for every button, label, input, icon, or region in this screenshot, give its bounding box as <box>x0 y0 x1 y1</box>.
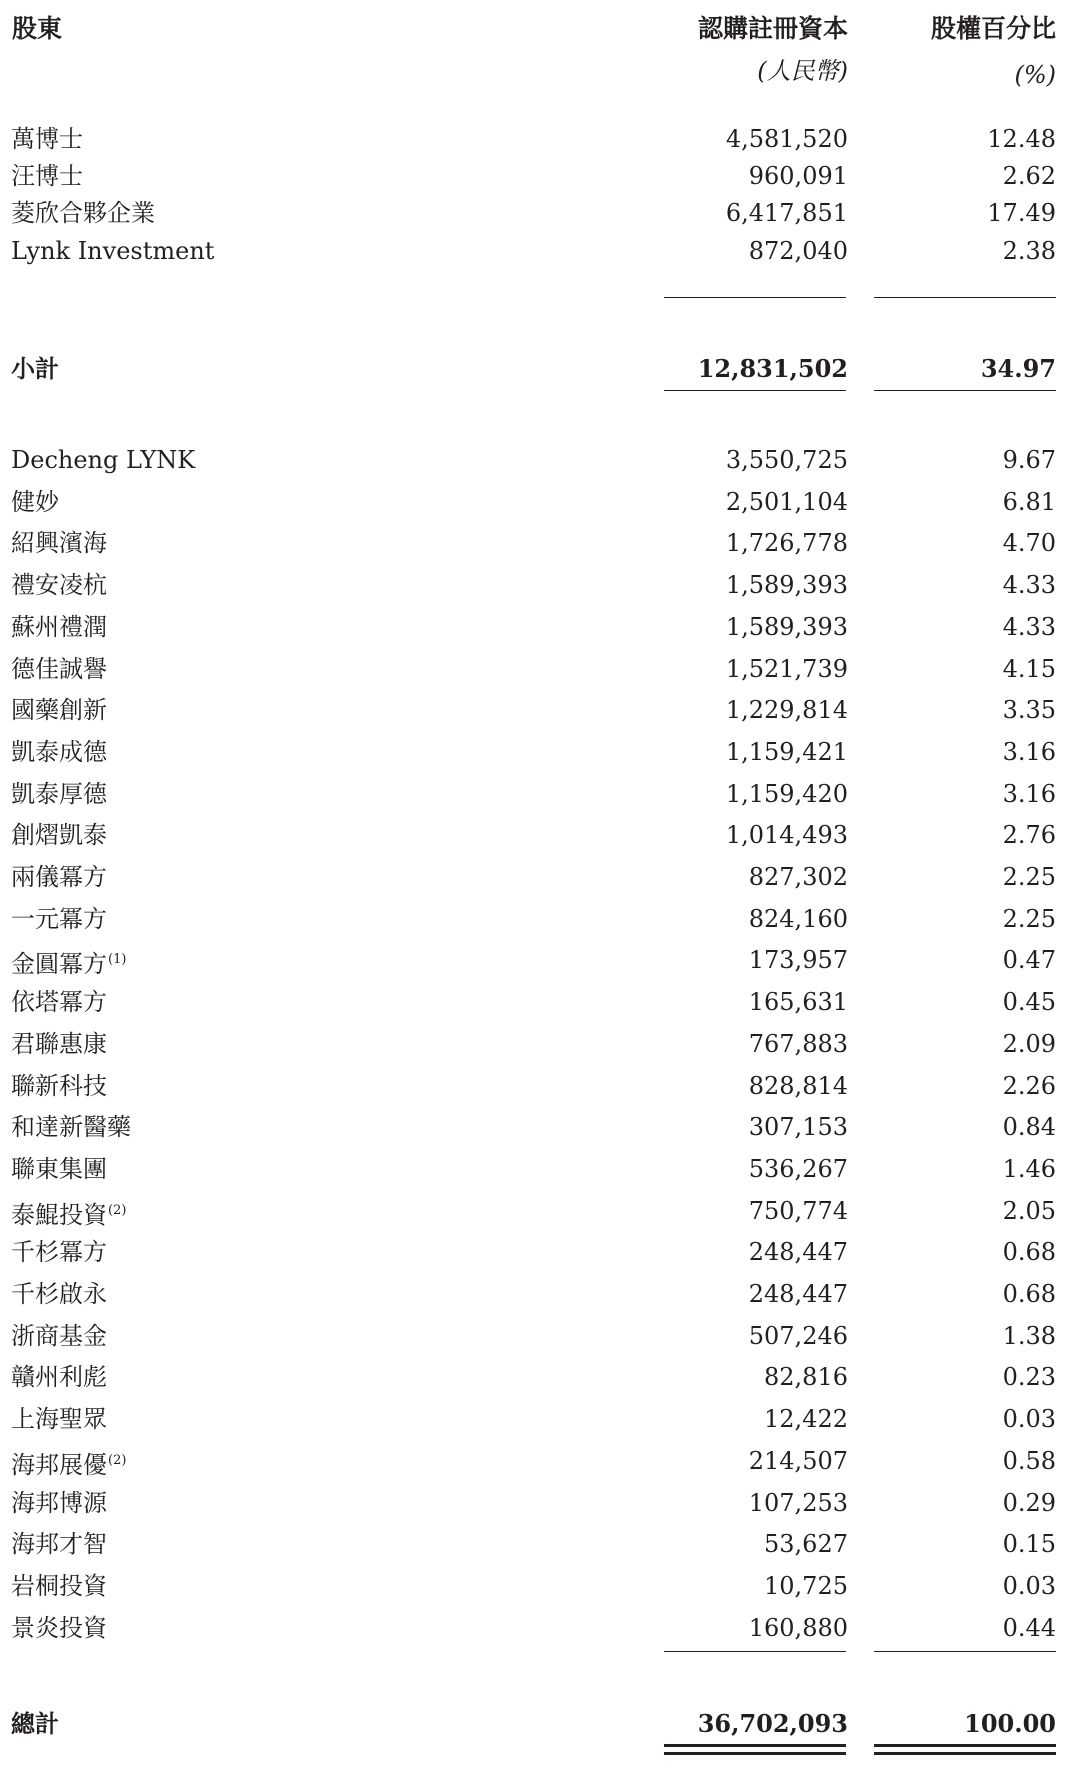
table-row <box>0 122 1080 156</box>
registered-capital-value: 827,302 <box>748 863 848 891</box>
registered-capital-value: 53,627 <box>764 1530 848 1559</box>
registered-capital-value: 12,422 <box>764 1405 848 1434</box>
shareholding-percentage-value: 4.33 <box>1002 571 1056 600</box>
shareholding-percentage-value: 0.84 <box>1002 1113 1056 1142</box>
shareholder-name <box>11 1235 107 1269</box>
registered-capital-value: 750,774 <box>748 1196 848 1225</box>
shareholder-name-text: 聯東集團 <box>11 1154 107 1183</box>
shareholder-name-text: Lynk Investment <box>11 236 215 265</box>
registered-capital-value: 2,501,104 <box>725 487 848 516</box>
shareholder-name <box>11 159 83 193</box>
table-row <box>0 860 1080 894</box>
shareholder-name-text: 兩儀冪方 <box>11 863 107 891</box>
table-row <box>0 1027 1080 1061</box>
table-row <box>0 1569 1080 1603</box>
shareholder-name-text: 萬博士 <box>11 125 83 153</box>
shareholding-percentage-value: 2.62 <box>1002 162 1056 191</box>
registered-capital-value: 107,253 <box>748 1488 848 1517</box>
shareholder-name <box>11 443 195 477</box>
shareholding-percentage-value: 0.03 <box>1002 1405 1056 1434</box>
shareholder-name <box>11 1027 107 1061</box>
table-row <box>0 902 1080 936</box>
shareholder-name <box>11 122 83 156</box>
registered-capital-value: 824,160 <box>748 904 848 933</box>
footnote-marker: (1) <box>108 952 127 968</box>
registered-capital-value: 4,581,520 <box>725 125 848 153</box>
registered-capital-value: 872,040 <box>748 236 848 265</box>
table-row <box>0 777 1080 811</box>
registered-capital-value: 248,447 <box>748 1238 848 1267</box>
registered-capital-value: 173,957 <box>748 946 848 975</box>
table-row <box>0 485 1080 519</box>
table-row <box>0 1152 1080 1186</box>
shareholder-name <box>11 568 107 602</box>
table-row <box>0 693 1080 727</box>
shareholder-name <box>11 1152 107 1186</box>
shareholder-name-text: 國藥創新 <box>11 696 107 725</box>
shareholder-name-text: 凱泰厚德 <box>11 779 107 808</box>
shareholder-name-text: 紹興濱海 <box>11 529 107 558</box>
table-row <box>0 1069 1080 1103</box>
registered-capital-value: 767,883 <box>748 1029 848 1058</box>
shareholding-percentage-value: 1.38 <box>1002 1321 1056 1350</box>
header-shareholding-percentage: 股權百分比 <box>930 14 1056 43</box>
shareholder-name <box>11 693 107 727</box>
subtotal-row <box>0 352 1080 386</box>
group2-capital-underline <box>664 1651 846 1652</box>
registered-capital-value: 1,014,493 <box>725 821 848 850</box>
shareholding-percentage-value: 2.26 <box>1002 1071 1056 1100</box>
shareholder-name-text: 德佳誠譽 <box>11 654 107 683</box>
shareholding-percentage-value: 2.38 <box>1002 236 1056 265</box>
registered-capital-value: 1,159,421 <box>725 737 848 766</box>
subtotal-capital: 12,831,502 <box>697 354 848 383</box>
total-row <box>0 1707 1080 1741</box>
footnote-marker: (2) <box>108 1202 127 1218</box>
total-capital: 36,702,093 <box>697 1709 848 1738</box>
shareholder-name <box>11 234 214 268</box>
registered-capital-value: 1,726,778 <box>725 529 848 558</box>
total-percentage: 100.00 <box>964 1709 1056 1738</box>
shareholding-percentage-value: 3.35 <box>1002 696 1056 725</box>
shareholder-name-text: 泰鯤投資 <box>11 1200 107 1229</box>
shareholder-name <box>11 1527 107 1561</box>
shareholder-name-text: 金圓冪方 <box>11 950 107 979</box>
shareholding-percentage-value: 0.29 <box>1002 1488 1056 1517</box>
shareholder-name-text: 上海聖眾 <box>11 1405 107 1434</box>
shareholding-percentage-value: 0.03 <box>1002 1571 1056 1600</box>
shareholder-name <box>11 1486 107 1520</box>
registered-capital-value: 828,814 <box>748 1071 848 1100</box>
shareholding-percentage-value: 0.45 <box>1002 988 1056 1017</box>
shareholder-name <box>11 860 107 894</box>
shareholder-name-text: 健妙 <box>11 487 59 516</box>
table-row <box>0 1194 1080 1228</box>
shareholding-percentage-value: 0.68 <box>1002 1280 1056 1308</box>
shareholder-name-text: 和達新醫藥 <box>11 1113 131 1142</box>
group1-percentage-underline <box>874 297 1056 298</box>
registered-capital-value: 307,153 <box>748 1113 848 1142</box>
shareholding-percentage-value: 2.25 <box>1002 904 1056 933</box>
table-row <box>0 1402 1080 1436</box>
table-row <box>0 1527 1080 1561</box>
shareholding-percentage-value: 4.15 <box>1002 654 1056 683</box>
registered-capital-value: 165,631 <box>748 988 848 1017</box>
shareholding-percentage-value: 6.81 <box>1002 487 1056 516</box>
shareholder-name <box>11 652 107 686</box>
table-row <box>0 568 1080 602</box>
shareholder-name-text: 君聯惠康 <box>11 1029 107 1058</box>
shareholder-name <box>11 196 155 230</box>
total-capital-double-underline-top <box>664 1744 846 1747</box>
shareholding-percentage-value: 2.09 <box>1002 1029 1056 1058</box>
registered-capital-value: 507,246 <box>748 1321 848 1350</box>
shareholder-name <box>11 1194 126 1232</box>
header-shareholder: 股東 <box>12 14 63 43</box>
shareholder-name-text: 千杉冪方 <box>11 1238 107 1267</box>
shareholder-name-text: 一元冪方 <box>11 904 107 933</box>
registered-capital-value: 3,550,725 <box>725 446 848 474</box>
header-capital-unit: (人民幣) <box>757 57 848 85</box>
registered-capital-value: 960,091 <box>748 162 848 191</box>
subtotal-label: 小計 <box>11 354 59 383</box>
table-row <box>0 1360 1080 1394</box>
footnote-marker: (2) <box>108 1452 127 1468</box>
shareholder-name <box>11 1069 107 1103</box>
shareholder-name <box>11 985 107 1019</box>
shareholding-percentage-value: 4.33 <box>1002 612 1056 641</box>
shareholding-percentage-value: 1.46 <box>1002 1154 1056 1183</box>
table-row <box>0 1611 1080 1645</box>
registered-capital-value: 1,521,739 <box>725 654 848 683</box>
header-registered-capital: 認購註冊資本 <box>697 14 848 43</box>
shareholder-name-text: Decheng LYNK <box>11 446 196 474</box>
shareholder-name <box>11 818 107 852</box>
table-row <box>0 443 1080 477</box>
shareholding-percentage-value: 0.68 <box>1002 1238 1056 1267</box>
shareholding-percentage-value: 0.15 <box>1002 1530 1056 1559</box>
registered-capital-value: 1,589,393 <box>725 612 848 641</box>
table-row <box>0 1444 1080 1478</box>
shareholder-name <box>11 1277 107 1311</box>
shareholder-name <box>11 1110 131 1144</box>
shareholder-name-text: 海邦博源 <box>11 1488 107 1517</box>
shareholder-name <box>11 735 107 769</box>
table-row <box>0 652 1080 686</box>
shareholder-name <box>11 1611 107 1645</box>
registered-capital-value: 82,816 <box>764 1363 848 1392</box>
table-row <box>0 234 1080 268</box>
table-row <box>0 1319 1080 1353</box>
table-row <box>0 159 1080 193</box>
shareholding-percentage-value: 3.16 <box>1002 737 1056 766</box>
subtotal-percentage-underline <box>874 390 1056 391</box>
shareholding-percentage-value: 2.25 <box>1002 863 1056 891</box>
shareholding-percentage-value: 9.67 <box>1002 446 1056 474</box>
table-row <box>0 735 1080 769</box>
shareholding-percentage-value: 0.47 <box>1002 946 1056 975</box>
table-row <box>0 1277 1080 1311</box>
registered-capital-value: 248,447 <box>748 1280 848 1308</box>
shareholder-name-text: 聯新科技 <box>11 1071 107 1100</box>
table-row <box>0 526 1080 560</box>
shareholder-name-text: 海邦才智 <box>11 1530 107 1559</box>
registered-capital-value: 6,417,851 <box>725 199 848 228</box>
shareholder-name-text: 浙商基金 <box>11 1321 107 1350</box>
shareholding-percentage-value: 4.70 <box>1002 529 1056 558</box>
shareholder-name <box>11 943 126 981</box>
shareholder-name-text: 菱欣合夥企業 <box>11 199 155 228</box>
subtotal-capital-underline <box>664 390 846 391</box>
registered-capital-value: 1,589,393 <box>725 571 848 600</box>
table-row <box>0 610 1080 644</box>
shareholding-percentage-value: 0.23 <box>1002 1363 1056 1392</box>
registered-capital-value: 214,507 <box>748 1446 848 1475</box>
group1-capital-underline <box>664 297 846 298</box>
shareholder-name <box>11 1360 107 1394</box>
shareholder-name <box>11 1319 107 1353</box>
shareholder-name-text: 禮安凌杭 <box>11 571 107 600</box>
shareholder-name-text: 汪博士 <box>11 162 83 191</box>
shareholder-name <box>11 1444 126 1482</box>
shareholder-name-text: 海邦展優 <box>11 1450 107 1479</box>
shareholder-name <box>11 610 107 644</box>
shareholder-name <box>11 485 59 519</box>
shareholder-name-text: 創熠凱泰 <box>11 821 107 850</box>
group2-percentage-underline <box>874 1651 1056 1652</box>
shareholding-percentage-value: 12.48 <box>987 125 1056 153</box>
shareholding-percentage-value: 0.44 <box>1002 1613 1056 1642</box>
table-row <box>0 818 1080 852</box>
shareholding-percentage-value: 2.76 <box>1002 821 1056 850</box>
table-row <box>0 1235 1080 1269</box>
shareholder-name <box>11 902 107 936</box>
shareholder-name-text: 千杉啟永 <box>11 1280 107 1308</box>
shareholder-name <box>11 777 107 811</box>
total-percentage-double-underline-bottom <box>874 1752 1056 1755</box>
shareholder-name <box>11 1569 107 1603</box>
shareholder-name <box>11 1402 107 1436</box>
shareholder-name-text: 景炎投資 <box>11 1613 107 1642</box>
subtotal-percentage: 34.97 <box>980 354 1056 383</box>
header-percentage-unit: (%) <box>1014 61 1056 89</box>
total-capital-double-underline-bottom <box>664 1752 846 1755</box>
registered-capital-value: 160,880 <box>748 1613 848 1642</box>
total-percentage-double-underline-top <box>874 1744 1056 1747</box>
shareholder-name-text: 岩桐投資 <box>11 1571 107 1600</box>
shareholding-percentage-value: 3.16 <box>1002 779 1056 808</box>
registered-capital-value: 1,159,420 <box>725 779 848 808</box>
registered-capital-value: 536,267 <box>748 1154 848 1183</box>
table-row <box>0 985 1080 1019</box>
shareholder-name <box>11 526 107 560</box>
shareholder-name-text: 依塔冪方 <box>11 988 107 1017</box>
shareholding-percentage-value: 2.05 <box>1002 1196 1056 1225</box>
total-label: 總計 <box>11 1709 59 1738</box>
shareholder-name-text: 蘇州禮潤 <box>11 612 107 641</box>
table-row <box>0 943 1080 977</box>
table-row <box>0 196 1080 230</box>
registered-capital-value: 1,229,814 <box>725 696 848 725</box>
shareholding-percentage-value: 0.58 <box>1002 1446 1056 1475</box>
table-row <box>0 1486 1080 1520</box>
registered-capital-value: 10,725 <box>764 1571 848 1600</box>
table-row <box>0 1110 1080 1144</box>
shareholding-percentage-value: 17.49 <box>987 199 1056 228</box>
shareholder-name-text: 贛州利彪 <box>11 1363 107 1392</box>
shareholder-name-text: 凱泰成德 <box>11 737 107 766</box>
